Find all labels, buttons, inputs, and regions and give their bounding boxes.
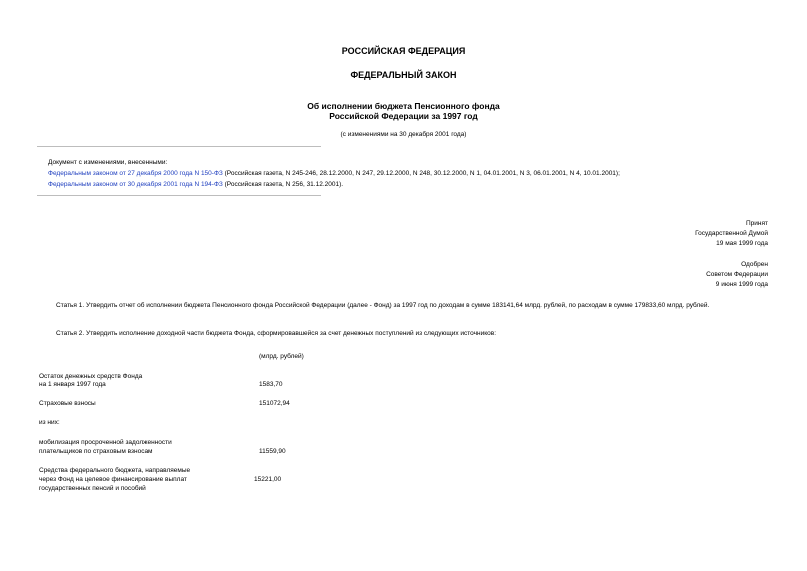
accepted-line-2: Государственной Думой	[695, 230, 768, 237]
row-5-label-line-2: через Фонд на целевое финансирование выплат	[39, 476, 187, 483]
amendment-note: (с изменениями на 30 декабря 2001 года)	[340, 131, 467, 138]
row-1-label-line-2: на 1 января 1997 года	[39, 381, 106, 388]
country-heading: РОССИЙСКАЯ ФЕДЕРАЦИЯ	[341, 46, 466, 56]
row-1-label-line-1: Остаток денежных средств Фонда	[39, 373, 143, 380]
row-5-value: 15221,00	[254, 476, 282, 483]
title-line-1: Об исполнении бюджета Пенсионного фонда	[307, 101, 500, 111]
row-5-label-line-1: Средства федерального бюджета, направляемые	[39, 467, 191, 474]
divider-bottom	[37, 195, 321, 196]
accepted-line-3: 19 мая 1999 года	[716, 240, 768, 247]
row-1-value: 1583,70	[259, 381, 283, 388]
approved-line-1: Одобрен	[741, 261, 768, 268]
row-3-label: из них:	[39, 419, 60, 426]
accepted-line-1: Принят	[745, 220, 768, 227]
title-line-2: Российской Федерации за 1997 год	[329, 111, 478, 121]
change-item-2	[48, 181, 343, 189]
row-5-label-line-3: государственных пенсий и пособий	[39, 485, 146, 492]
divider-top	[37, 146, 321, 147]
article-1: Статья 1. Утвердить отчет об исполнении бюджета Пенсионного фонда Российской Федерации (далее - Фонд) за 1997 год по доходам в сумме 183141,64 млрд. рублей, по расходам в сумме 179833,60 млрд. рублей.	[56, 302, 710, 309]
change-item-1	[48, 170, 620, 178]
row-4-label-line-2: плательщиков по страховым взносам	[39, 448, 153, 455]
changes-intro: Документ с изменениями, внесенными:	[48, 159, 168, 166]
change-text-2: (Российская газета, N 256, 31.12.2001).	[222, 181, 344, 188]
row-2-label: Страховые взносы	[39, 400, 96, 407]
row-4-label-line-1: мобилизация просроченной задолженности	[39, 439, 172, 446]
article-2: Статья 2. Утвердить исполнение доходной части бюджета Фонда, сформировавшейся за счет денежных поступлений из следующих источников:	[56, 330, 497, 337]
row-2-value: 151072,94	[259, 400, 290, 407]
approved-line-2: Советом Федерации	[706, 271, 768, 278]
change-text-1: (Российская газета, N 245-246, 28.12.2000, N 247, 29.12.2000, N 248, 30.12.2000, N 1, 04.01.2001, N 3, 06.01.2001, N 4, 10.01.2001);	[222, 170, 620, 177]
row-4-value: 11559,90	[259, 448, 286, 455]
approved-line-3: 9 июня 1999 года	[715, 281, 768, 288]
doc-type-heading: ФЕДЕРАЛЬНЫЙ ЗАКОН	[350, 70, 457, 80]
table-unit: (млрд. рублей)	[259, 353, 304, 360]
change-link-2[interactable]: Федеральным законом от 30 декабря 2001 года N 194-ФЗ	[48, 181, 223, 188]
change-link-1[interactable]: Федеральным законом от 27 декабря 2000 года N 150-ФЗ	[48, 170, 223, 177]
